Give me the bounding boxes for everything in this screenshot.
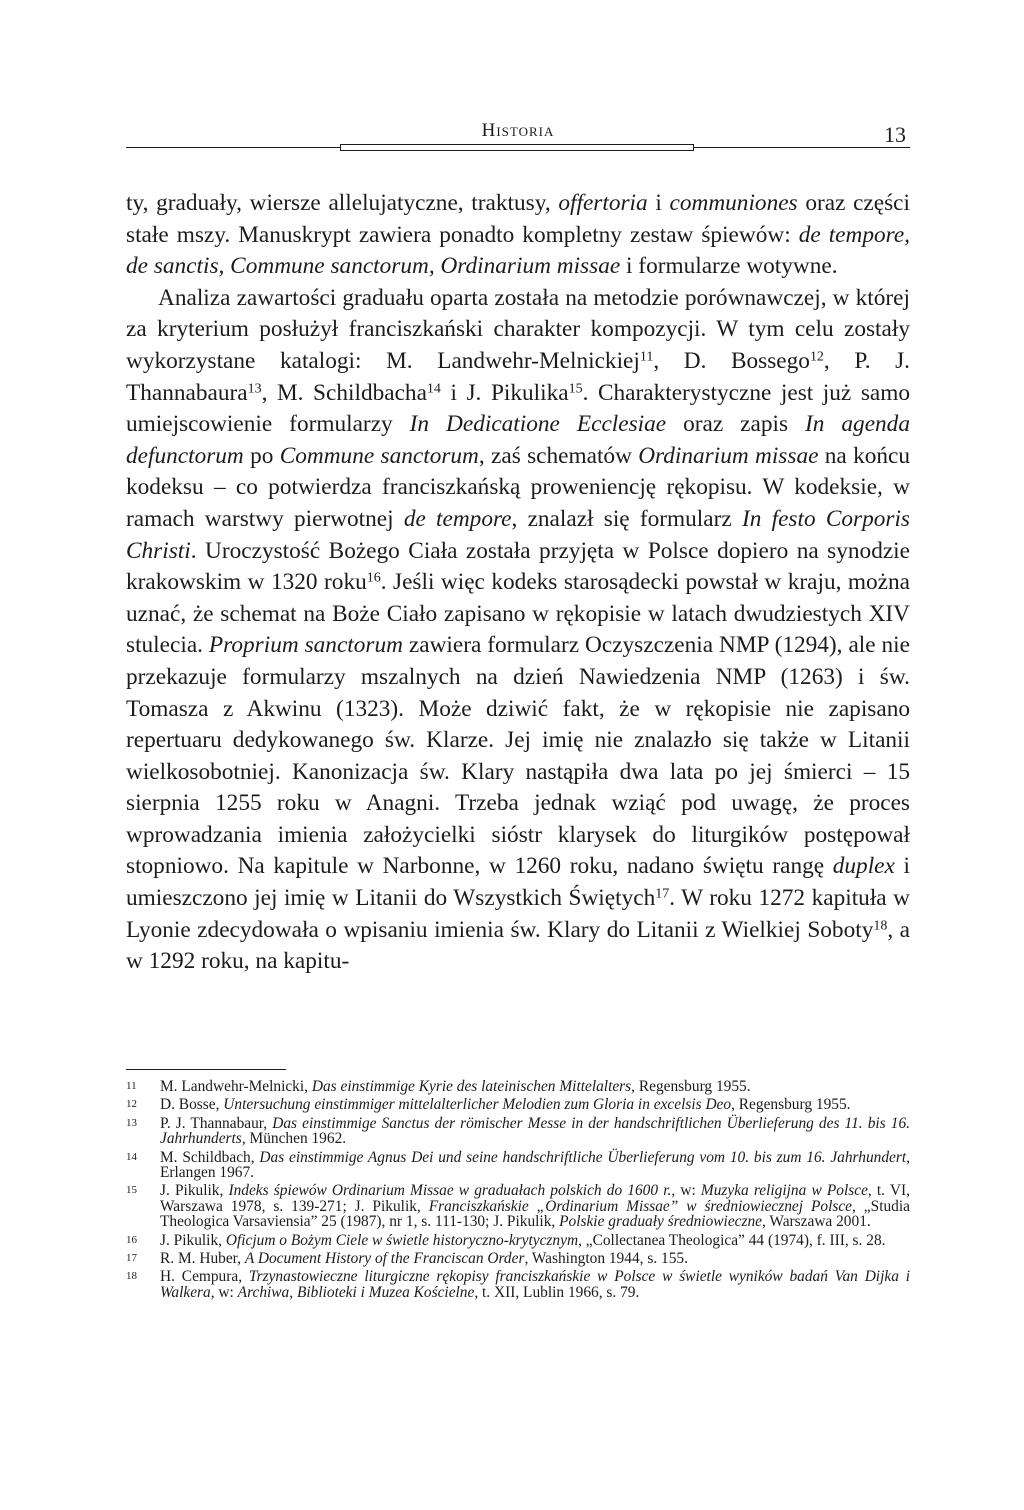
footnote-number: 13 bbox=[126, 1116, 137, 1129]
running-header bbox=[126, 118, 910, 158]
footnote-number: 11 bbox=[126, 1080, 137, 1092]
footnote bbox=[126, 1233, 910, 1248]
footnote-text: J. Pikulik, Oficjum o Bożym Ciele w świetle historyczno-krytycznym, „Collectanea Theologica” 44 (1974), f. III, s. 28. bbox=[160, 1231, 886, 1249]
footnote-text: M. Landwehr-Melnicki, Das einstimmige Kyrie des lateinischen Mittelalters, Regensburg 1955. bbox=[160, 1078, 751, 1095]
footnote-text: R. M. Huber, A Document History of the Franciscan Order, Washington 1944, s. 155. bbox=[160, 1250, 688, 1268]
footnote-number: 18 bbox=[126, 1270, 137, 1283]
footnote-text: D. Bosse, Untersuchung einstimmiger mittelalterlicher Melodien zum Gloria in excelsis Deo, Regensburg 1955. bbox=[160, 1096, 851, 1114]
footnote-number: 12 bbox=[126, 1098, 137, 1111]
footnote bbox=[126, 1150, 910, 1181]
paragraph: ty, graduały, wiersze allelujatyczne, traktusy, offertoria i communiones oraz części stałe mszy. Manuskrypt zawiera ponadto kompletny zestaw śpiewów: de tempore, de sanctis, Commune sanctorum, Ordinarium missae i formularze wotywne. bbox=[126, 190, 910, 280]
footnote-text: H. Cempura, Trzynastowieczne liturgiczne rękopisy franciszkańskie w Polsce w świetle wyników badań Van Dijka i Walkera, w: Archiwa, Biblioteki i Muzea Kościelne, t. XII, Lublin 1966, s. 79. bbox=[160, 1268, 911, 1301]
footnote-number: 16 bbox=[126, 1233, 137, 1246]
footnote-text: P. J. Thannabaur, Das einstimmige Sanctus der römischer Messe in der handschriftlichen Überlieferung des 11. bis 16. Jahrhunderts, München 1962. bbox=[160, 1114, 910, 1148]
footnote bbox=[126, 1116, 910, 1147]
footnotes bbox=[126, 1079, 910, 1303]
footnote bbox=[126, 1251, 910, 1266]
footnote-separator bbox=[126, 1069, 286, 1070]
page-number: 13 bbox=[884, 122, 906, 147]
footnote-number: 14 bbox=[126, 1150, 137, 1163]
body-text bbox=[126, 188, 910, 978]
footnote bbox=[126, 1097, 910, 1112]
footnote bbox=[126, 1269, 910, 1300]
footnote-text: M. Schildbach, Das einstimmige Agnus Dei und seine handschriftliche Überlieferung vom 10. bis zum 16. Jahrhundert, Erlangen 1967. bbox=[160, 1148, 910, 1182]
footnote-text: J. Pikulik, Indeks śpiewów Ordinarium Missae w graduałach polskich do 1600 r., w: Muzyka religijna w Polsce, t. VI, Warszawa 1978, s. 139-271; J. Pikulik, Franciszkańskie „Ordinarium Missae” w średniowiecznej Polsce, „Studia Theologica Varsaviensia” 25 (1987), nr 1, s. 111-130; J. Pikulik, Polskie graduały średniowieczne, Warszawa 2001. bbox=[160, 1182, 910, 1231]
footnote-number: 15 bbox=[126, 1184, 137, 1197]
footnote bbox=[126, 1079, 910, 1094]
running-title: Historia bbox=[481, 120, 555, 141]
footnote bbox=[126, 1183, 910, 1229]
paragraph: Analiza zawartości graduału oparta została na metodzie porównawczej, w której za kryterium posłużył franciszkański charakter kompozycji. W tym celu zostały wykorzystane katalogi: M. Landwehr-Melnickiej$^{11}$, D. Bossego$^{12}$, P. J. Thannabaura$^{13}$, M. Schildbacha$^{14}$ i J. Pikulika$^{15}$. Charakterystyczne jest już samo umiejscowienie formularzy In Dedicatione Ecclesiae oraz zapis In agenda defunctorum po Commune sanctorum, zaś schematów Ordinarium missae na końcu kodeksu – co potwierdza franciszkańską proweniencję rękopisu. W kodeksie, w ramach warstwy pierwotnej de tempore, znalazł się formularz In festo Corporis Christi. Uroczystość Bożego Ciała została przyjęta w Polsce dopiero na synodzie krakowskim w 1320 roku$^{16}$. Jeśli więc kodeks starosądecki powstał w kraju, można uznać, że schemat na Boże Ciało zapisano w rękopisie w latach dwudziestych XIV stulecia. Proprium sanctorum zawiera formularz Oczyszczenia NMP (1294), ale nie przekazuje formularzy mszalnych na dzień Nawiedzenia NMP (1263) i św. Tomasza z Akwinu (1323). Może dziwić fakt, że w rękopisie nie zapisano repertuaru dedykowanego św. Klarze. Jej imię nie znalazło się także w Litanii wielkosobotniej. Kanonizacja św. Klary nastąpiła dwa lata po jej śmierci – 15 sierpnia 1255 roku w Anagni. Trzeba jednak wziąć pod uwagę, że proces wprowadzania imienia założycielki sióstr klarysek do liturgików postępował stopniowo. Na kapitule w Narbonne, w 1260 roku, nadano świętu rangę duplex i umieszczono jej imię w Litanii do Wszystkich Świętych$^{17}$. W roku 1272 kapituła w Lyonie zdecydowała o wpisaniu imienia św. Klary do Litanii z Wielkiej Soboty$^{18}$, a w 1292 roku, na kapitu- bbox=[126, 284, 911, 975]
header-ornament bbox=[340, 144, 694, 151]
footnote-number: 17 bbox=[126, 1252, 137, 1265]
